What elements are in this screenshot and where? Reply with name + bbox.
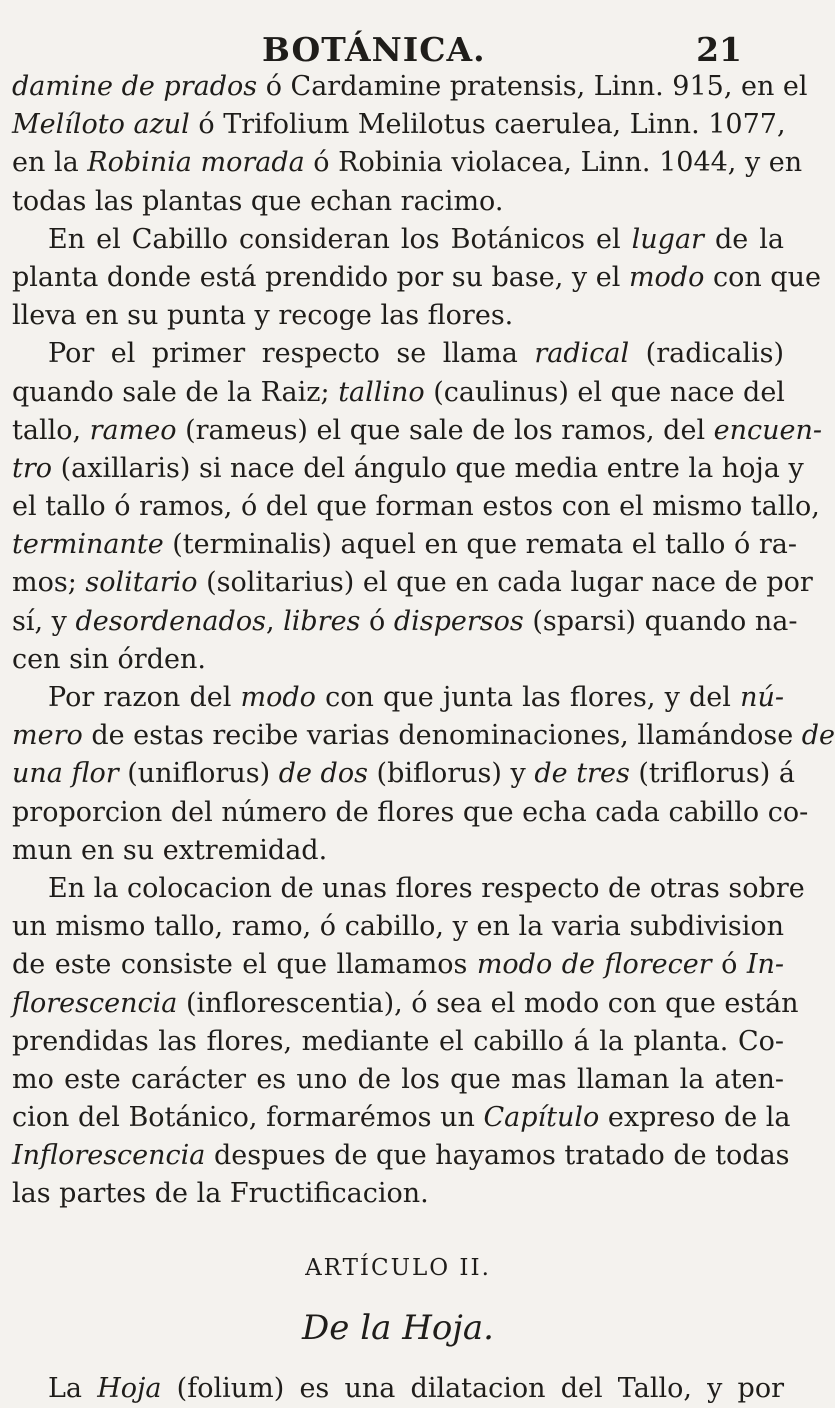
text-run: ó Cardamine pratensis, Linn. 915, en el bbox=[257, 71, 808, 102]
italic-term: de tres bbox=[534, 758, 630, 790]
page-number: 21 bbox=[696, 30, 742, 69]
section-title: De la Hoja. bbox=[302, 1307, 494, 1348]
text-run: (inflorescentia), ó sea el modo con que están bbox=[177, 987, 799, 1019]
text-line bbox=[12, 985, 799, 1023]
text-run: el tallo ó ramos, ó del que forman estos con el mismo tallo, bbox=[12, 491, 820, 523]
text-line bbox=[12, 450, 804, 488]
text-line bbox=[12, 183, 784, 221]
italic-term: Melíloto azul bbox=[12, 109, 190, 141]
italic-term: de bbox=[801, 720, 835, 752]
text-line bbox=[12, 221, 784, 259]
italic-term: modo bbox=[240, 682, 316, 713]
text-run: (terminalis) aquel en que remata el tallo ó ra- bbox=[163, 529, 797, 561]
text-run: en la bbox=[12, 147, 88, 179]
text-run: despues de que hayamos tratado de todas bbox=[205, 1140, 790, 1172]
text-run: En el Cabillo consideran los Botánicos el bbox=[48, 223, 632, 255]
text-run: sí, y bbox=[12, 605, 76, 637]
text-run: (rameus) el que sale de los ramos, del bbox=[176, 414, 714, 446]
text-run: de la bbox=[703, 223, 784, 255]
italic-term: libres bbox=[283, 605, 361, 637]
text-line bbox=[12, 564, 813, 602]
section-spacer bbox=[12, 1356, 784, 1370]
italic-term: tallino bbox=[338, 376, 425, 408]
text-line bbox=[12, 755, 795, 793]
text-run: Por el primer respecto se llama bbox=[48, 338, 535, 370]
text-run: (caulinus) el que nace del bbox=[424, 376, 785, 408]
text-run: mo este carácter es uno de los que mas llaman la aten- bbox=[12, 1063, 784, 1095]
text-line bbox=[12, 335, 784, 373]
text-run: tallo, bbox=[12, 414, 90, 446]
text-run: (radicalis) bbox=[629, 338, 785, 370]
text-run: mun en su extremidad. bbox=[12, 834, 328, 866]
text-line bbox=[12, 908, 784, 946]
article-heading: ARTÍCULO II. bbox=[305, 1254, 491, 1281]
text-line bbox=[12, 679, 784, 717]
text-run: cen sin órden. bbox=[12, 643, 206, 675]
italic-term: de dos bbox=[278, 758, 368, 790]
text-run: un mismo tallo, ramo, ó cabillo, y en la varia subdivision bbox=[12, 911, 784, 943]
text-run: (axillaris) si nace del ángulo que media entre la hoja y bbox=[52, 452, 804, 484]
text-run: prendidas las flores, mediante el cabillo á la planta. Co- bbox=[12, 1025, 784, 1057]
italic-term: encuen- bbox=[713, 414, 823, 446]
text-line bbox=[12, 526, 797, 564]
italic-term: damine de prados bbox=[12, 71, 258, 102]
italic-term: modo de florecer bbox=[476, 949, 712, 981]
text-line bbox=[12, 488, 820, 526]
text-line bbox=[12, 794, 809, 832]
text-run: con que junta las flores, y del bbox=[315, 682, 741, 713]
text-line bbox=[12, 1137, 790, 1175]
text-line bbox=[12, 603, 798, 641]
italic-term: radical bbox=[534, 338, 630, 370]
text-line bbox=[12, 297, 784, 335]
text-line bbox=[12, 259, 821, 297]
text-run: Por razon del bbox=[48, 682, 241, 713]
italic-term: tro bbox=[12, 452, 53, 484]
italic-term: Hoja bbox=[97, 1372, 162, 1404]
section-spacer bbox=[12, 1214, 784, 1248]
italic-term: lugar bbox=[631, 223, 704, 255]
italic-term: rameo bbox=[89, 414, 177, 446]
text-run: ó Robinia violacea, Linn. 1044, y en bbox=[304, 147, 803, 179]
italic-term: terminante bbox=[12, 529, 164, 561]
text-line bbox=[12, 1023, 784, 1061]
italic-term: Inflorescencia bbox=[12, 1140, 206, 1172]
italic-term: Robinia morada bbox=[87, 147, 305, 179]
text-line bbox=[12, 68, 808, 106]
text-run: (uniflorus) bbox=[118, 758, 279, 790]
text-line bbox=[12, 1061, 784, 1099]
italic-term: mero bbox=[12, 720, 83, 752]
italic-term: solitario bbox=[85, 567, 198, 599]
text-run: de estas recibe varias denominaciones, llamándose bbox=[82, 720, 802, 752]
italic-term: modo bbox=[628, 261, 705, 293]
text-line bbox=[12, 144, 803, 182]
italic-term: nú- bbox=[740, 682, 784, 713]
italic-term: In- bbox=[746, 949, 784, 981]
text-run: lleva en su punta y recoge las flores. bbox=[12, 300, 514, 332]
text-run: La bbox=[48, 1372, 98, 1404]
text-run: (folium) es una dilatacion del Tallo, y por bbox=[161, 1372, 784, 1404]
body-text bbox=[12, 68, 835, 1408]
italic-term: dispersos bbox=[393, 605, 524, 637]
text-run: (biflorus) y bbox=[367, 758, 535, 790]
text-run: ó bbox=[711, 949, 747, 981]
text-run: de este consiste el que llamamos bbox=[12, 949, 477, 981]
text-run: planta donde está prendido por su base, y el bbox=[12, 261, 629, 293]
text-run: con que bbox=[704, 261, 821, 293]
text-line bbox=[12, 870, 805, 908]
text-line bbox=[12, 374, 784, 412]
text-line bbox=[12, 641, 784, 679]
text-run: quando sale de la Raiz; bbox=[12, 376, 339, 408]
text-line bbox=[12, 832, 784, 870]
text-run: (sparsi) quando na- bbox=[523, 605, 798, 637]
text-run: , bbox=[265, 605, 284, 637]
text-run: expreso de la bbox=[599, 1102, 791, 1134]
text-run: (triflorus) á bbox=[629, 758, 795, 790]
text-line bbox=[12, 412, 823, 450]
text-run: las partes de la Fructificacion. bbox=[12, 1178, 429, 1210]
text-line bbox=[12, 1175, 784, 1213]
italic-term: desordenados bbox=[75, 605, 266, 637]
text-line bbox=[12, 106, 784, 144]
text-run: (solitarius) el que en cada lugar nace de por bbox=[197, 567, 813, 599]
italic-term: florescencia bbox=[12, 987, 178, 1019]
italic-term: Capítulo bbox=[483, 1102, 600, 1134]
text-line bbox=[12, 1370, 784, 1408]
text-run: proporcion del número de flores que echa cada cabillo co- bbox=[12, 796, 809, 828]
text-run: ó bbox=[360, 605, 394, 637]
text-run: cion del Botánico, formarémos un bbox=[12, 1102, 484, 1134]
text-line bbox=[12, 1099, 791, 1137]
text-run: todas las plantas que echan racimo. bbox=[12, 185, 504, 217]
text-line bbox=[12, 946, 784, 984]
italic-term: una flor bbox=[12, 758, 119, 790]
text-run: En la colocacion de unas flores respecto de otras sobre bbox=[48, 872, 805, 904]
text-line bbox=[12, 717, 835, 755]
text-run: ó Trifolium Melilotus caerulea, Linn. 1077, bbox=[189, 109, 786, 141]
running-title: BOTÁNICA. bbox=[262, 30, 486, 69]
text-run: mos; bbox=[12, 567, 86, 599]
